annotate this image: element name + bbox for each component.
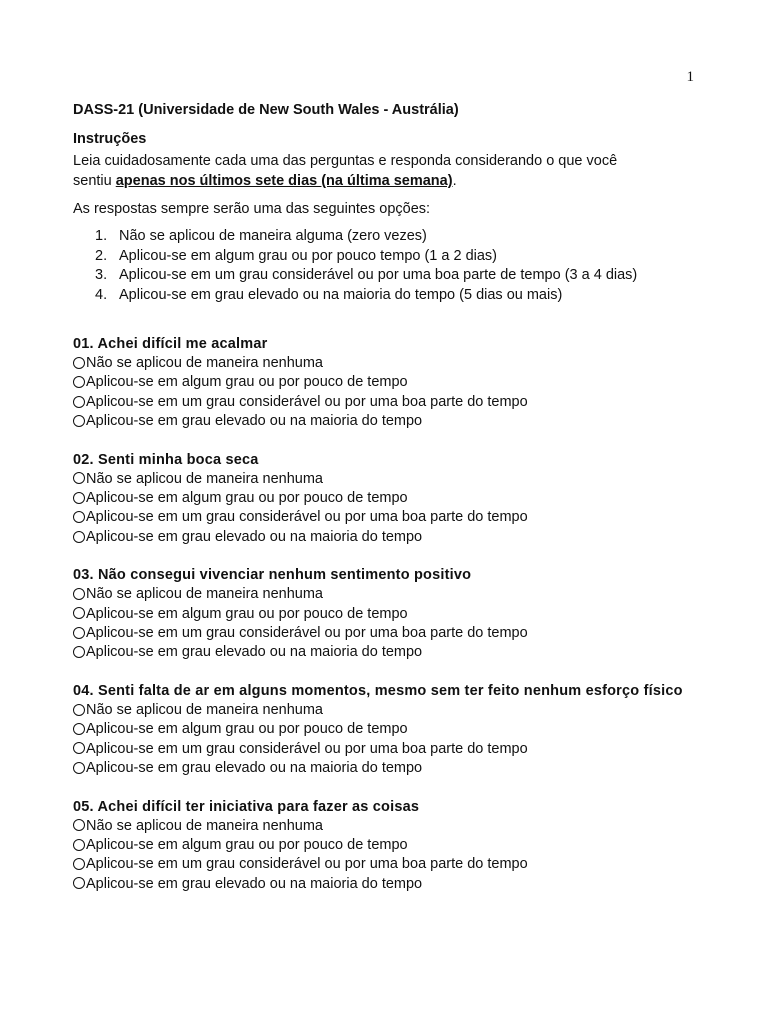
radio-button[interactable]: [73, 511, 85, 523]
question-04: [73, 682, 703, 779]
answer-label: Aplicou-se em algum grau ou por pouco de tempo: [86, 605, 408, 622]
answer-label: Não se aplicou de maneira nenhuma: [86, 586, 323, 603]
answer-label: Aplicou-se em um grau considerável ou por uma boa parte do tempo: [86, 740, 528, 757]
intro-emphasis: apenas nos últimos sete dias (na última semana): [115, 173, 453, 189]
scale-number: 3.: [95, 267, 108, 283]
answer-option[interactable]: [73, 373, 703, 392]
radio-button[interactable]: [73, 762, 85, 774]
intro-line-2-prefix: sentiu: [73, 173, 116, 189]
answer-label: Aplicou-se em algum grau ou por pouco de tempo: [86, 836, 408, 853]
answer-option[interactable]: [73, 701, 703, 720]
answer-option[interactable]: [73, 354, 703, 373]
scale-item: [95, 227, 703, 247]
radio-button[interactable]: [73, 472, 85, 484]
radio-button[interactable]: [73, 588, 85, 600]
answer-option[interactable]: [73, 817, 703, 836]
answer-option[interactable]: [73, 624, 703, 643]
question-title: 04. Senti falta de ar em alguns momentos, mesmo sem ter feito nenhum esforço físico: [73, 682, 683, 699]
answer-option[interactable]: [73, 585, 703, 604]
answer-label: Aplicou-se em grau elevado ou na maioria do tempo: [86, 413, 423, 430]
radio-button[interactable]: [73, 819, 85, 831]
radio-button[interactable]: [73, 357, 85, 369]
radio-button[interactable]: [73, 742, 85, 754]
question-02: [73, 451, 703, 548]
document-title: DASS-21 (Universidade de New South Wales - Austrália): [73, 102, 459, 118]
radio-button[interactable]: [73, 531, 85, 543]
scale-text: Aplicou-se em um grau considerável ou por uma boa parte de tempo (3 a 4 dias): [119, 267, 638, 283]
responses-intro: As respostas sempre serão uma das seguintes opções:: [73, 201, 431, 217]
answer-option[interactable]: [73, 740, 703, 759]
instructions-heading: Instruções: [73, 131, 147, 147]
answer-label: Aplicou-se em um grau considerável ou por uma boa parte do tempo: [86, 393, 528, 410]
answer-option[interactable]: [73, 470, 703, 489]
answer-option[interactable]: [73, 643, 703, 662]
scale-item: [95, 286, 703, 306]
answer-option[interactable]: [73, 489, 703, 508]
question-title: 05. Achei difícil ter iniciativa para fazer as coisas: [73, 798, 420, 815]
radio-button[interactable]: [73, 415, 85, 427]
answer-label: Não se aplicou de maneira nenhuma: [86, 470, 323, 487]
question-title: 01. Achei difícil me acalmar: [73, 336, 268, 352]
answer-label: Aplicou-se em um grau considerável ou por uma boa parte do tempo: [86, 625, 528, 642]
radio-button[interactable]: [73, 839, 85, 851]
instructions-text: [73, 151, 703, 191]
answer-option[interactable]: [73, 836, 703, 855]
answer-option[interactable]: [73, 855, 703, 874]
scale-text: Aplicou-se em algum grau ou por pouco tempo (1 a 2 dias): [119, 247, 498, 264]
answer-label: Aplicou-se em um grau considerável ou por uma boa parte do tempo: [86, 509, 528, 526]
page-number: 1: [686, 69, 694, 85]
answer-option[interactable]: [73, 528, 703, 547]
scale-item: [95, 247, 703, 267]
answer-label: Aplicou-se em grau elevado ou na maioria do tempo: [86, 760, 423, 777]
question-03: [73, 566, 703, 663]
answer-label: Aplicou-se em algum grau ou por pouco de tempo: [86, 374, 408, 391]
answer-label: Aplicou-se em algum grau ou por pouco de tempo: [86, 490, 408, 507]
question-01: [73, 335, 703, 432]
radio-button[interactable]: [73, 376, 85, 388]
radio-button[interactable]: [73, 396, 85, 408]
question-title: 02. Senti minha boca seca: [73, 451, 259, 468]
intro-line-1: Leia cuidadosamente cada uma das perguntas e responda considerando o que você: [73, 153, 618, 169]
scale-number: 1.: [95, 228, 108, 244]
response-scale-list: [73, 227, 703, 305]
document-body: [73, 100, 703, 894]
answer-option[interactable]: [73, 605, 703, 624]
answer-label: Aplicou-se em grau elevado ou na maioria do tempo: [86, 644, 423, 661]
answer-label: Aplicou-se em grau elevado ou na maioria do tempo: [86, 875, 423, 892]
answer-option[interactable]: [73, 508, 703, 527]
answer-label: Aplicou-se em grau elevado ou na maioria do tempo: [86, 528, 423, 545]
answer-option[interactable]: [73, 720, 703, 739]
answer-label: Não se aplicou de maneira nenhuma: [86, 817, 323, 834]
answer-option[interactable]: [73, 393, 703, 412]
radio-button[interactable]: [73, 607, 85, 619]
radio-button[interactable]: [73, 858, 85, 870]
scale-text: Não se aplicou de maneira alguma (zero vezes): [119, 228, 427, 244]
radio-button[interactable]: [73, 704, 85, 716]
scale-number: 2.: [95, 247, 108, 264]
answer-option[interactable]: [73, 875, 703, 894]
radio-button[interactable]: [73, 627, 85, 639]
answer-option[interactable]: [73, 759, 703, 778]
scale-number: 4.: [95, 286, 108, 303]
answer-label: Não se aplicou de maneira nenhuma: [86, 355, 323, 371]
scale-item: [95, 266, 703, 286]
scale-text: Aplicou-se em grau elevado ou na maioria do tempo (5 dias ou mais): [119, 286, 563, 303]
radio-button[interactable]: [73, 877, 85, 889]
radio-button[interactable]: [73, 723, 85, 735]
answer-label: Aplicou-se em algum grau ou por pouco de tempo: [86, 721, 408, 738]
radio-button[interactable]: [73, 646, 85, 658]
question-05: [73, 798, 703, 895]
question-title: 03. Não consegui vivenciar nenhum sentimento positivo: [73, 567, 472, 584]
answer-label: Aplicou-se em um grau considerável ou por uma boa parte do tempo: [86, 856, 528, 873]
radio-button[interactable]: [73, 492, 85, 504]
answer-label: Não se aplicou de maneira nenhuma: [86, 701, 323, 718]
intro-line-2-suffix: .: [452, 173, 457, 189]
answer-option[interactable]: [73, 412, 703, 431]
